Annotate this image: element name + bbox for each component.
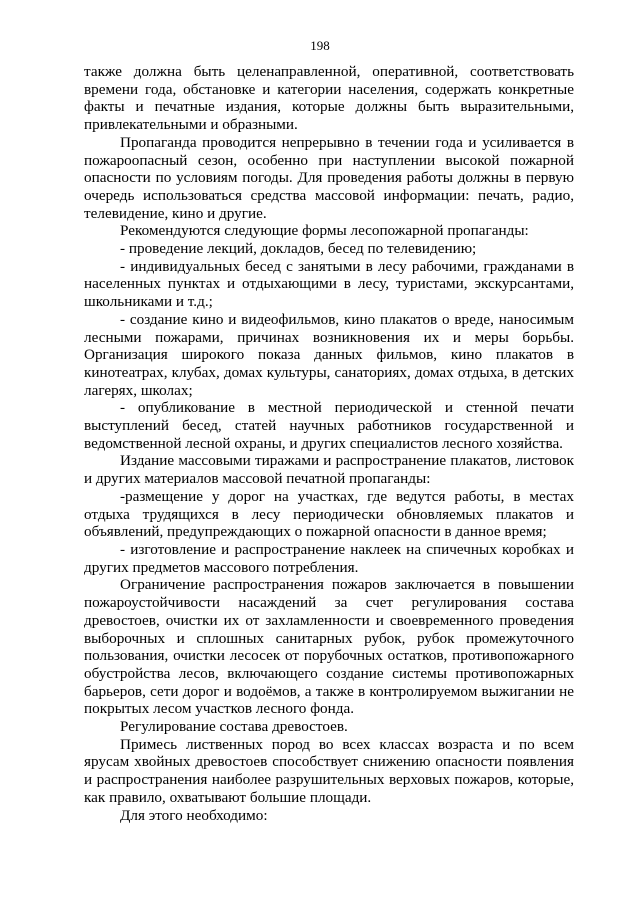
list-item: - опубликование в местной периодической и стенной печати выступлений бесед, статей научных работников государственной и ведомственной лесной охраны, и других специалистов лесного хозяйства.: [84, 399, 574, 452]
section-heading: Регулирование состава древостоев.: [120, 718, 348, 736]
page-body: [84, 63, 574, 824]
paragraph: Издание массовыми тиражами и распространение плакатов, листовок и других материалов массовой печатной пропаганды:: [84, 452, 574, 488]
paragraph: Примесь лиственных пород во всех классах возраста и по всем ярусам хвойных древостоев способствует снижению опасности появления и распространения наиболее разрушительных верховых пожаров, которые, как правило, охватывают большие площади.: [84, 735, 574, 806]
page-number: 198: [310, 38, 330, 53]
paragraph: Пропаганда проводится непрерывно в течении года и усиливается в пожароопасный сезон, особенно при наступлении высокой пожарной опасности по условиям погоды. Для проведения работы должны в первую очередь использоваться средства массовой информации: печать, радио, телевидение, кино и другие.: [84, 133, 574, 222]
list-item: -размещение у дорог на участках, где ведутся работы, в местах отдыха трудящихся в лесу периодически обновляемых плакатов и объявлений, предупреждающих о пожарной опасности в данное время;: [84, 487, 574, 541]
paragraph: Рекомендуются следующие формы лесопожарной пропаганды:: [120, 222, 529, 240]
list-item: - создание кино и видеофильмов, кино плакатов о вреде, наносимым лесными пожарами, причинах возникновения их и меры борьбы. Организация широкого показа данных фильмов, кино плакатов в кинотеатрах, клубах, домах культуры, санаториях, домах отдыха, в детских лагерях, школах;: [84, 310, 574, 399]
paragraph: также должна быть целенаправленной, оперативной, соответствовать времени года, обстановке и категории населения, содержать конкретные факты и печатные издания, которые должны быть выразительными, привлекательными и образными.: [84, 63, 574, 134]
paragraph: Ограничение распространения пожаров заключается в повышении пожароустойчивости насаждений за счет регулирования состава древостоев, очистки их от захламленности и своевременного проведения выборочных и сплошных санитарных рубок, рубок промежуточного пользования, очистки лесосек от порубочных остатков, противопожарного обустройства лесов, включающего создание системы противопожарных барьеров, сети дорог и водоёмов, а также в контролируемом выжигании не покрытых лесом участков лесного фонда.: [84, 576, 574, 718]
list-item: - индивидуальных бесед с занятыми в лесу рабочими, гражданами в населенных пунктах и отдыхающими в лесу, туристами, экскурсантами, школьниками и т.д.;: [84, 257, 574, 311]
list-item: - проведение лекций, докладов, бесед по телевидению;: [120, 240, 477, 258]
paragraph: Для этого необходимо:: [120, 806, 268, 824]
list-item: - изготовление и распространение наклеек на спичечных коробках и других предметов массового потребления.: [84, 540, 574, 576]
